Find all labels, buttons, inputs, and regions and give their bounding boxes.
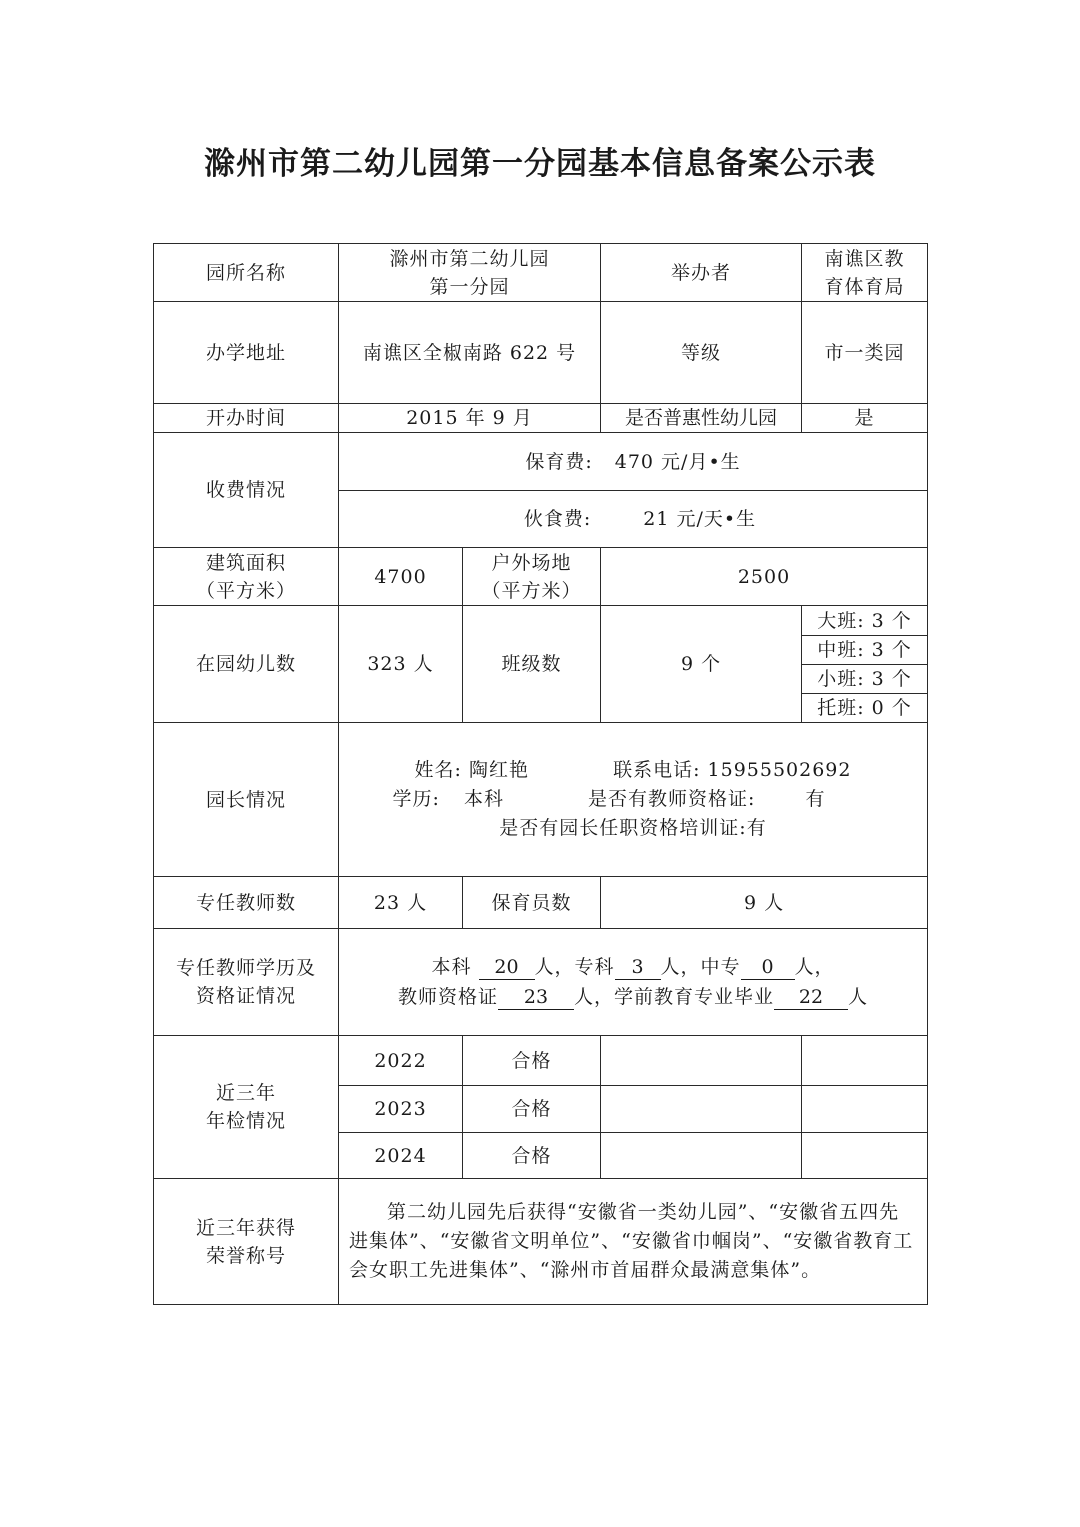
preschool-suffix: 人 (848, 986, 869, 1008)
row-inspection-1 (154, 1036, 928, 1086)
inclusive-value: 是 (802, 404, 928, 433)
inspection-result: 合格 (463, 1133, 601, 1179)
name-value-line2: 第一分园 (429, 275, 510, 298)
inspection-year: 2022 (339, 1036, 463, 1086)
row-open (154, 404, 928, 433)
organizer-line1: 南谯区教 (824, 247, 905, 270)
name-value (339, 244, 601, 302)
inspection-result: 合格 (463, 1086, 601, 1133)
building-label-line2: （平方米） (195, 579, 296, 602)
teachers-label: 专任教师数 (154, 877, 339, 929)
bachelor-label: 本科 (431, 956, 472, 978)
care-fee-value: 470 元/月•生 (614, 450, 741, 473)
meal-fee-value: 21 元/天•生 (643, 508, 757, 530)
class-breakdown-item: 大班: 3 个 (802, 606, 928, 636)
address-value: 南谯区全椒南路 622 号 (339, 302, 601, 404)
inspection-label-line1: 近三年 (215, 1082, 276, 1104)
organizer-value (802, 244, 928, 302)
qualification-info (339, 929, 928, 1036)
inspection-blank (601, 1086, 802, 1133)
inspection-result: 合格 (463, 1036, 601, 1086)
inspection-year: 2024 (339, 1133, 463, 1179)
inspection-blank (601, 1133, 802, 1179)
qualification-label-line1: 专任教师学历及 (175, 957, 316, 979)
meal-fee-label: 伙食费: (523, 508, 592, 530)
director-edu: 本科 (463, 788, 504, 810)
college-label: 人，专科 (534, 956, 615, 978)
class-breakdown-item: 中班: 3 个 (802, 636, 928, 665)
director-training-label: 是否有园长任职资格培训证: (499, 817, 747, 839)
row-area (154, 548, 928, 606)
inclusive-label: 是否普惠性幼儿园 (601, 404, 802, 433)
qualification-line2 (343, 982, 923, 1012)
secondary-count: 0 (741, 955, 795, 980)
inspection-year: 2023 (339, 1086, 463, 1133)
name-value-line1: 滁州市第二幼儿园 (389, 247, 550, 270)
honors-label (154, 1179, 339, 1305)
caregivers-value: 9 人 (601, 877, 928, 929)
qualification-line1 (343, 952, 923, 982)
director-name-label: 姓名: (414, 759, 462, 781)
director-line1 (343, 756, 923, 785)
organizer-line2: 育体育局 (824, 275, 905, 298)
outdoor-label-line1: 户外场地 (491, 551, 572, 574)
outdoor-label-line2: （平方米） (481, 579, 582, 602)
building-value: 4700 (339, 548, 463, 606)
outdoor-label (463, 548, 601, 606)
class-breakdown-item: 托班: 0 个 (802, 694, 928, 723)
qualification-label (154, 929, 339, 1036)
care-fee (339, 433, 928, 491)
director-phone-label: 联系电话: (613, 759, 701, 781)
director-label: 园长情况 (154, 723, 339, 877)
building-label-line1: 建筑面积 (205, 551, 286, 574)
outdoor-value: 2500 (601, 548, 928, 606)
preschool-label: 人，学前教育专业毕业 (574, 986, 775, 1008)
row-honors (154, 1179, 928, 1305)
director-info (339, 723, 928, 877)
director-name: 陶红艳 (468, 759, 529, 781)
cert-label: 教师资格证 (397, 986, 498, 1008)
cert-count: 23 (498, 985, 574, 1010)
inspection-blank (802, 1036, 928, 1086)
meal-fee (339, 491, 928, 548)
grade-value: 市一类园 (802, 302, 928, 404)
fees-label: 收费情况 (154, 433, 339, 548)
inspection-blank (802, 1086, 928, 1133)
secondary-label: 人，中专 (660, 956, 741, 978)
inspection-blank (802, 1133, 928, 1179)
row-qualification (154, 929, 928, 1036)
address-label: 办学地址 (154, 302, 339, 404)
inspection-blank (601, 1036, 802, 1086)
children-count: 323 人 (339, 606, 463, 723)
inspection-label (154, 1036, 339, 1179)
qualification-label-line2: 资格证情况 (195, 985, 296, 1007)
row-director (154, 723, 928, 877)
caregivers-label: 保育员数 (463, 877, 601, 929)
children-label: 在园幼儿数 (154, 606, 339, 723)
director-cert-label: 是否有教师资格证: (588, 788, 756, 810)
classes-value: 9 个 (601, 606, 802, 723)
director-line2 (295, 785, 923, 814)
honors-label-line2: 荣誉称号 (205, 1244, 286, 1267)
bachelor-count: 20 (479, 955, 535, 980)
director-cert: 有 (805, 788, 826, 810)
director-phone: 15955502692 (707, 759, 852, 781)
row-children-1 (154, 606, 928, 636)
info-table (153, 243, 928, 1305)
building-label (154, 548, 339, 606)
director-line3 (343, 814, 923, 843)
page-title: 滁州市第二幼儿园第一分园基本信息备案公示表 (204, 146, 876, 182)
classes-label: 班级数 (463, 606, 601, 723)
honors-label-line1: 近三年获得 (195, 1216, 296, 1239)
open-label: 开办时间 (154, 404, 339, 433)
inspection-label-line2: 年检情况 (205, 1110, 286, 1132)
row-fees-care (154, 433, 928, 491)
director-edu-label: 学历: (392, 788, 440, 810)
row-address (154, 302, 928, 404)
organizer-label: 举办者 (601, 244, 802, 302)
preschool-count: 22 (774, 985, 848, 1010)
college-count: 3 (615, 955, 661, 980)
row-name (154, 244, 928, 302)
row-staff (154, 877, 928, 929)
secondary-suffix: 人， (794, 956, 835, 978)
director-training: 有 (746, 817, 767, 839)
care-fee-label: 保育费: (525, 450, 593, 473)
honors-text: 第二幼儿园先后获得“安徽省一类幼儿园”、“安徽省五四先进集体”、“安徽省文明单位”、“安徽省巾帼岗”、“安徽省教育工会女职工先进集体”、“滁州市首届群众最满意集体”。 (339, 1179, 928, 1305)
grade-label: 等级 (601, 302, 802, 404)
class-breakdown-item: 小班: 3 个 (802, 665, 928, 694)
open-value: 2015 年 9 月 (339, 404, 601, 433)
name-label: 园所名称 (154, 244, 339, 302)
teachers-value: 23 人 (339, 877, 463, 929)
